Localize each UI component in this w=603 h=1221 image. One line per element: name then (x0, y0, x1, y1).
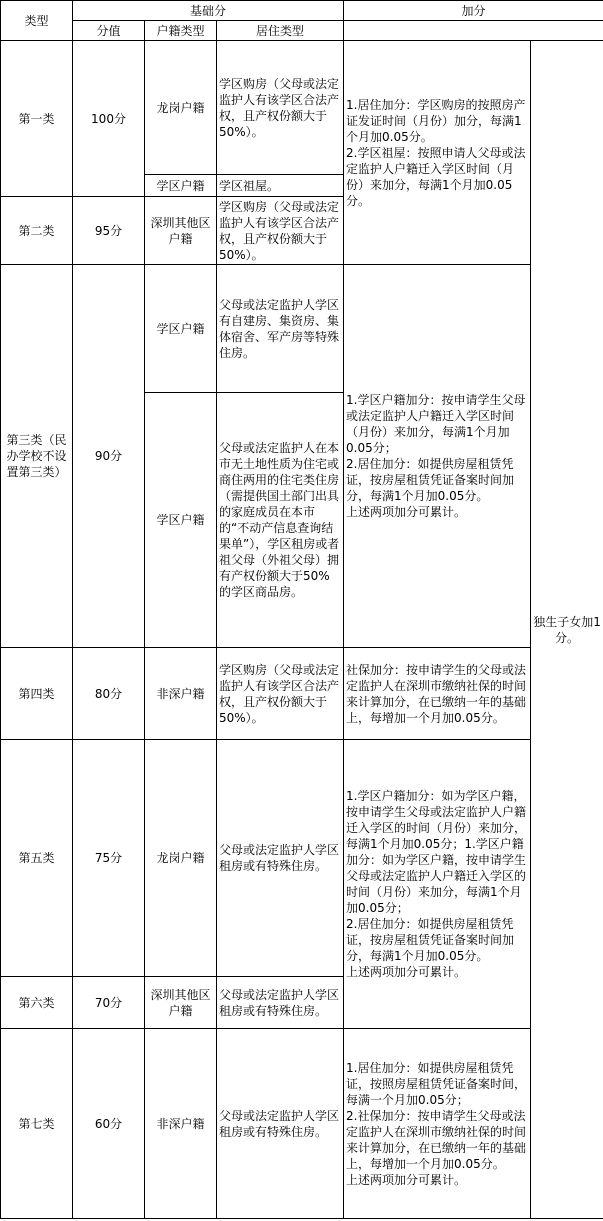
category-3-score: 90分 (73, 265, 145, 648)
category-3-residence-b: 父母或法定监护人在本市无土地性质为住宅或商住两用的住宅类住房（需提供国土部门出具的家庭成员在本市的“不动产信息查询结果单”），学区租房或者祖父母（外祖父母）拥有产权份额大于50%的学区商品房。 (217, 393, 344, 648)
bonus-category-4: 社保加分：按申请学生的父母或法定监护人在深圳市缴纳社保的时间来计算加分，在已缴纳一年的基础上，每增加一个月加0.05分。 (344, 648, 531, 740)
category-7-residence: 父母或法定监护人学区租房或有特殊住房。 (217, 1029, 344, 1219)
category-1-name: 第一类 (1, 41, 73, 197)
bonus-category-3: 1.学区户籍加分：按申请学生父母或法定监护人户籍迁入学区时间（月份）来加分，每满1个月加0.05分； 2.居住加分：如提供房屋租赁凭证，按房屋租赁凭证备案时间加分，每满1个月加0.05分。 上述两项加分可累计。 (344, 265, 531, 648)
category-3-hukou-a: 学区户籍 (145, 265, 217, 393)
category-3-name: 第三类（民办学校不设置第三类） (1, 265, 73, 648)
category-3-hukou-b: 学区户籍 (145, 393, 217, 648)
category-1-residence-b: 学区祖屋。 (217, 175, 344, 197)
category-7-score: 60分 (73, 1029, 145, 1219)
category-5-name: 第五类 (1, 740, 73, 977)
category-2-name: 第二类 (1, 197, 73, 265)
category-6-hukou: 深圳其他区户籍 (145, 977, 217, 1029)
category-7-hukou: 非深户籍 (145, 1029, 217, 1219)
category-6-name: 第六类 (1, 977, 73, 1029)
category-1-score: 100分 (73, 41, 145, 197)
category-4-name: 第四类 (1, 648, 73, 740)
category-1-residence-a: 学区购房（父母或法定监护人有该学区合法产权，且产权份额大于50%）。 (217, 41, 344, 175)
category-6-score: 70分 (73, 977, 145, 1029)
header-bonus-blank (344, 21, 603, 41)
category-2-hukou: 深圳其他区户籍 (145, 197, 217, 265)
category-5-residence: 父母或法定监护人学区租房或有特殊住房。 (217, 740, 344, 977)
category-1-hukou-a: 龙岗户籍 (145, 41, 217, 175)
header-residence-type: 居住类型 (217, 21, 344, 41)
category-2-residence: 学区购房（父母或法定监护人有该学区合法产权，且产权份额大于50%）。 (217, 197, 344, 265)
header-bonus: 加分 (344, 1, 603, 21)
category-5-hukou: 龙岗户籍 (145, 740, 217, 977)
header-hukou-type: 户籍类型 (145, 21, 217, 41)
bonus-categories-5-6: 1.学区户籍加分：如为学区户籍，按申请学生父母或法定监护人户籍迁入学区的时间（月份）来加分，每满1个月加0.05分；1.学区户籍加分：如为学区户籍，按申请学生父母或法定监护人户籍迁入学区的时间（月份）来加分，每满1个月加0.05分； 2.居住加分：如提供房屋租赁凭证，按房屋租赁凭证备案时间加分，每满1个月加0.05分。 上述两项加分可累计。 (344, 740, 531, 1029)
header-base-score: 基础分 (73, 1, 344, 21)
header-score: 分值 (73, 21, 145, 41)
bonus-categories-1-2: 1.居住加分：学区购房的按照房产证发证时间（月份）加分，每满1个月加0.05分。 2.学区祖屋：按照申请人父母或法定监护人户籍迁入学区时间（月份）来加分，每满1个月加0.05分。 (344, 41, 531, 265)
category-4-score: 80分 (73, 648, 145, 740)
category-4-residence: 学区购房（父母或法定监护人有该学区合法产权，且产权份额大于50%）。 (217, 648, 344, 740)
category-2-score: 95分 (73, 197, 145, 265)
header-type: 类型 (1, 1, 73, 41)
bonus-category-7: 1.居住加分：如提供房屋租赁凭证，按照房屋租赁凭证备案时间，每满一个月加0.05分； 2.社保加分：按申请学生父母或法定监护人在深圳市缴纳社保的时间来计算加分，在已缴纳一年的基础上，每增加一个月加0.05分。 上述两项加分可累计。 (344, 1029, 531, 1219)
only-child-bonus: 独生子女加1分。 (531, 41, 603, 1219)
category-5-score: 75分 (73, 740, 145, 977)
category-4-hukou: 非深户籍 (145, 648, 217, 740)
category-1-hukou-b: 学区户籍 (145, 175, 217, 197)
category-6-residence: 父母或法定监护人学区租房或有特殊住房。 (217, 977, 344, 1029)
category-3-residence-a: 父母或法定监护人学区有自建房、集资房、集体宿舍、军产房等特殊住房。 (217, 265, 344, 393)
category-7-name: 第七类 (1, 1029, 73, 1219)
